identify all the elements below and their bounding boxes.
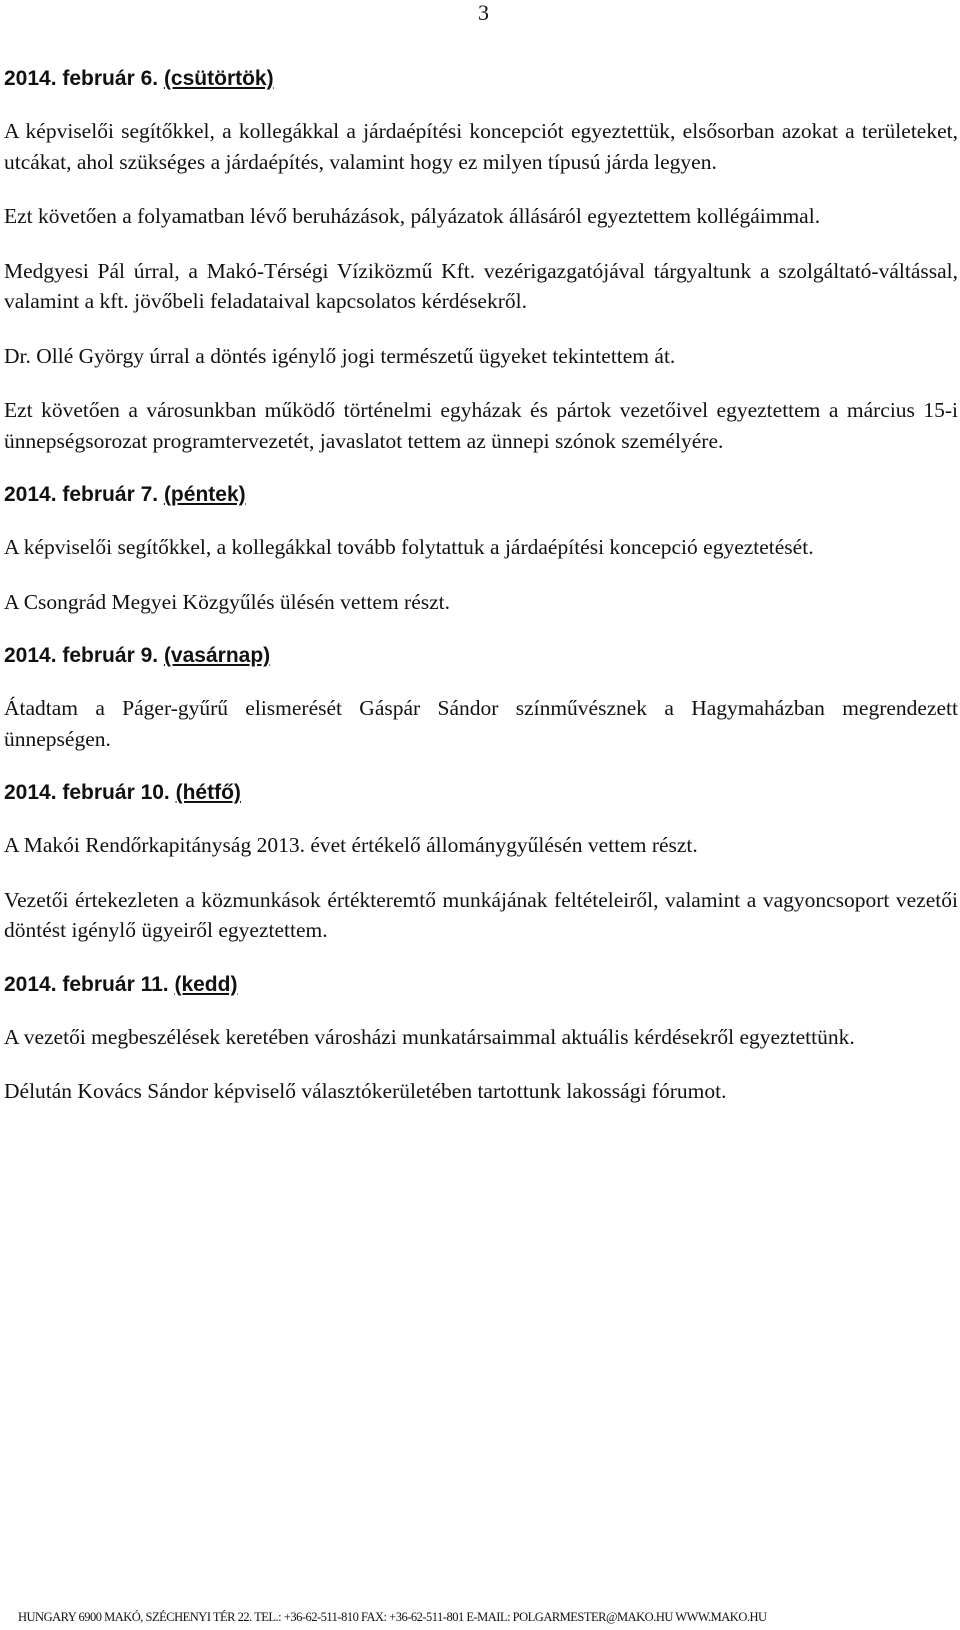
entry-date: 2014. február 9. [4,644,159,667]
entry-date-heading [4,970,958,1000]
entry-paragraph: A képviselői segítőkkel, a kollegákkal tovább folytattuk a járdaépítési koncepció egyeztetését. [4,535,814,559]
diary-entry [4,970,958,1107]
entry-date-heading [4,64,958,94]
entry-paragraph: A Csongrád Megyei Közgyűlés ülésén vettem részt. [4,589,451,614]
entry-paragraph: Medgyesi Pál úrral, a Makó-Térségi Víziközmű Kft. vezérigazgatójával tárgyaltunk a szolgáltató-váltással, valamint a kft. jövőbeli feladataival kapcsolatos kérdésekről. [4,258,958,313]
entry-date: 2014. február 10. [4,781,170,804]
entry-paragraph: A vezetői megbeszélések keretében városházi munkatársaimmal aktuális kérdésekről egyeztettünk. [4,1024,855,1049]
entry-weekday: (csütörtök) [163,67,274,90]
diary-entry [4,480,958,617]
entry-paragraph: A képviselői segítőkkel, a kollegákkal a járdaépítési koncepciót egyeztettük, elsősorban azokat a területeket, utcákat, ahol szükséges a járdaépítés, valamint hogy ez milyen típusú járda legyen. [4,119,958,174]
entry-date-heading [4,778,958,808]
entry-paragraph: Délután Kovács Sándor képviselő választókerületében tartottunk lakossági fórumot. [4,1079,727,1103]
diary-entry [4,641,958,754]
entry-weekday: (hétfő) [175,781,241,804]
diary-entry [4,778,958,946]
entry-paragraph: Ezt követően a folyamatban lévő beruházások, pályázatok állásáról egyeztettem kollégáimmal. [4,204,821,228]
entry-weekday: (vasárnap) [163,644,271,667]
entry-paragraph: Átadtam a Páger-gyűrű elismerését Gáspár Sándor színművésznek a Hagymaházban megrendezett ünnepségen. [4,696,958,751]
entry-paragraph: A Makói Rendőrkapitányság 2013. évet értékelő állománygyűlésén vettem részt. [4,833,698,857]
entry-paragraph: Ezt követően a városunkban működő történelmi egyházak és pártok vezetőivel egyeztettem a március 15-i ünnepségsorozat programtervezetét, javaslatot tettem az ünnepi szónok személyére. [4,398,958,453]
entry-date-heading [4,641,958,671]
page-footer: HUNGARY 6900 MAKÓ, SZÉCHENYI TÉR 22. TEL.: +36-62-511-810 FAX: +36-62-511-801 E-MAIL: POLGARMESTER@MAKO.HU WWW.MAKO.HU [18,1610,767,1624]
diary-entry [4,64,958,456]
entry-date: 2014. február 7. [4,483,159,506]
document-body [4,64,958,1131]
entry-paragraph: Dr. Ollé György úrral a döntés igénylő jogi természetű ügyeket tekintettem át. [4,343,676,368]
entry-weekday: (kedd) [174,972,238,996]
entry-date-heading [4,480,958,510]
entry-date: 2014. február 11. [4,972,169,996]
page-number: 3 [478,0,489,25]
entry-date: 2014. február 6. [4,67,159,90]
entry-paragraph: Vezetői értekezleten a közmunkások értékteremtő munkájának feltételeiről, valamint a vagyoncsoport vezetői döntést igénylő ügyeiről egyeztettem. [4,887,958,942]
entry-weekday: (péntek) [163,483,246,506]
